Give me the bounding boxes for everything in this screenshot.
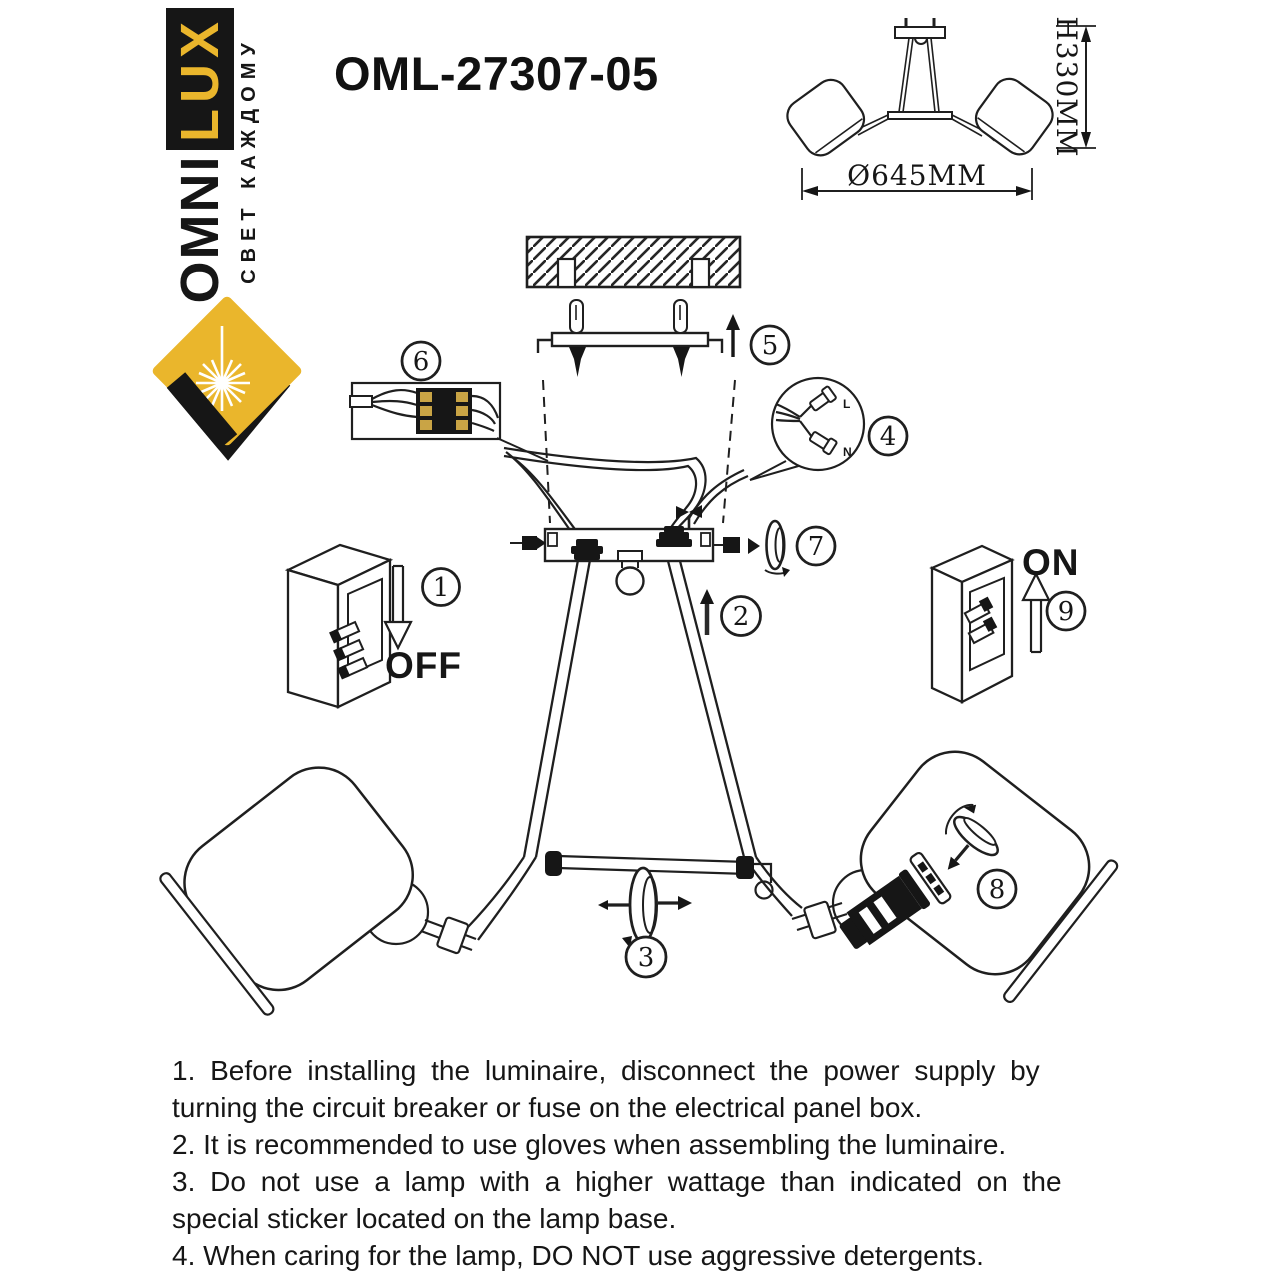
- arrow-up-step9-icon: [1023, 574, 1049, 652]
- instruction-line: 4. When caring for the lamp, DO NOT use aggressive detergents.: [172, 1240, 984, 1271]
- step-9-badge: 9: [1057, 597, 1075, 627]
- left-shade: [158, 747, 476, 1016]
- instruction-line: 1. Before installing the luminaire, disconnect the power supply by: [172, 1055, 1040, 1086]
- breaker-box-on: [932, 546, 1012, 702]
- supply-wires: [504, 448, 748, 540]
- arrow-up-step2-icon: [700, 589, 714, 635]
- cross-bar-assembly: [545, 851, 773, 948]
- breaker-box-off: [288, 545, 390, 707]
- canopy-assembly: [510, 505, 790, 595]
- wire-l-label: L: [843, 397, 851, 411]
- ceiling-section: [527, 237, 740, 287]
- switch-on-label: ON: [1022, 542, 1080, 583]
- right-shade: [792, 732, 1119, 1004]
- brand-logo: [166, 8, 234, 308]
- switch-off-label: OFF: [385, 645, 462, 686]
- instructions-text: [172, 1052, 1120, 1274]
- wire-connection-callout: [750, 378, 864, 480]
- step-2-badge: 2: [732, 602, 750, 632]
- step-1-badge: 1: [432, 573, 450, 603]
- brand-diamond-icon: [151, 295, 304, 448]
- brand-lux-text: LUX: [170, 16, 230, 142]
- diameter-dimension-label: Ø645MM: [847, 159, 987, 192]
- step-7-badge: 7: [807, 532, 825, 562]
- instruction-line: special sticker located on the lamp base.: [172, 1203, 677, 1234]
- height-dimension-label: H330MM: [1050, 16, 1083, 158]
- arrow-up-step5-icon: [726, 314, 740, 357]
- mini-left-shade: [781, 74, 870, 162]
- mini-right-shade: [970, 73, 1059, 161]
- step-4-badge: 4: [879, 422, 897, 452]
- step-3-badge: 3: [637, 943, 655, 973]
- instruction-line: 3. Do not use a lamp with a higher wattage than indicated on the: [172, 1166, 1062, 1197]
- wire-n-label: N: [843, 445, 852, 459]
- brand-omni-text: OMNI: [170, 154, 230, 304]
- step-5-badge: 5: [761, 331, 779, 361]
- brand-tagline: СВЕТ КАЖДОМУ: [237, 36, 260, 284]
- model-number-title: OML-27307-05: [334, 47, 659, 100]
- step-6-badge: 6: [412, 347, 430, 377]
- brand-lux-box: [166, 8, 234, 150]
- step-8-badge: 8: [988, 875, 1006, 905]
- instruction-line: 2. It is recommended to use gloves when assembling the luminaire.: [172, 1129, 1007, 1160]
- instruction-line: turning the circuit breaker or fuse on the electrical panel box.: [172, 1092, 923, 1123]
